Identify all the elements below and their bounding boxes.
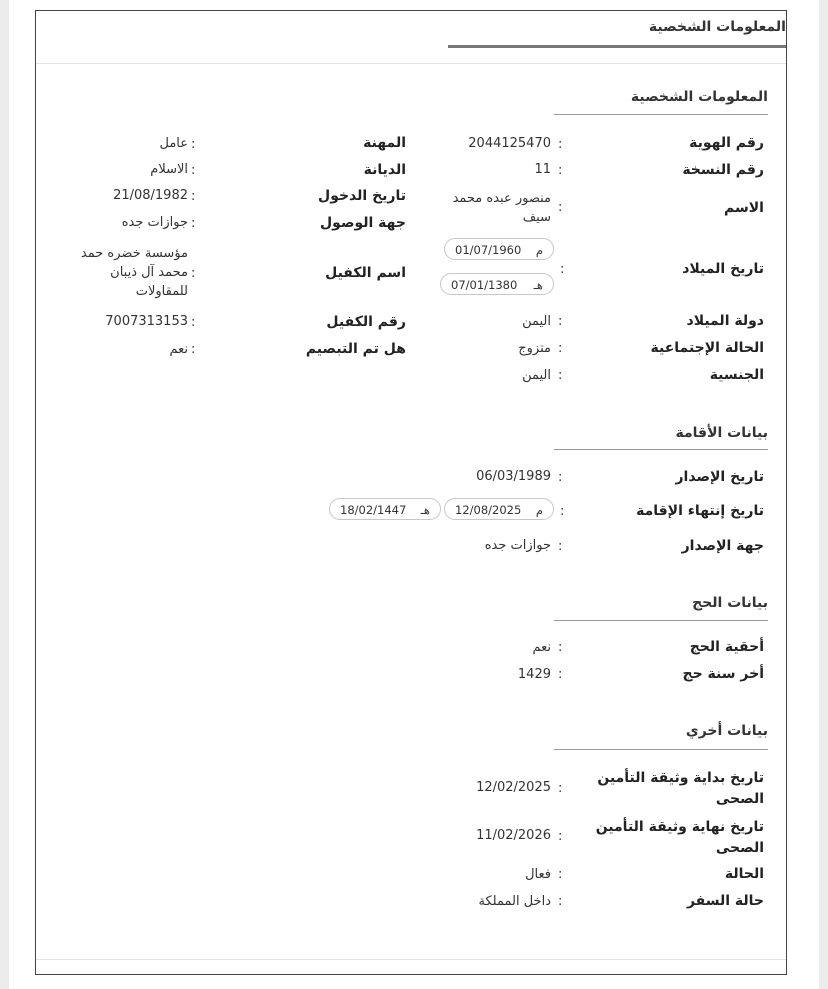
colon: :: [558, 163, 563, 178]
value-hajj-last-year: 1429: [517, 667, 551, 682]
label-id-number: رقم الهوية: [689, 135, 764, 151]
tab-personal-info[interactable]: المعلومات الشخصية: [648, 19, 786, 35]
value-insurance-end: 11/02/2026: [476, 828, 551, 843]
value-nationality: اليمن: [522, 368, 551, 383]
value-insurance-start: 12/02/2025: [476, 780, 551, 795]
value-hajj-eligibility: نعم: [532, 640, 551, 655]
section-divider-personal: [554, 114, 768, 115]
colon: :: [558, 894, 563, 909]
birth-date-hijri-pill: [440, 273, 554, 295]
value-birth-country: اليمن: [522, 314, 551, 329]
section-divider-other: [554, 749, 768, 750]
label-occupation: المهنة: [363, 135, 406, 151]
section-title-personal: المعلومات الشخصية: [630, 89, 768, 105]
colon: :: [558, 539, 563, 554]
expiry-hijri-value: 18/02/1447: [340, 503, 407, 517]
hijri-tag: هـ: [533, 278, 543, 292]
header-divider: [36, 63, 786, 64]
value-id-number: 2044125470: [468, 136, 551, 151]
label-residence-expiry: تاريخ إنتهاء الإقامة: [636, 503, 764, 519]
document-frame: [35, 10, 787, 975]
left-page-edge: [0, 0, 9, 989]
value-sponsor-name: مؤسسة خضره حمد محمد آل ذيبان للمقاولات: [80, 246, 188, 299]
section-title-residence: بيانات الأقامة: [675, 425, 768, 441]
right-page-edge: [819, 0, 828, 989]
colon: :: [558, 137, 563, 152]
label-nationality: الجنسية: [709, 367, 764, 383]
label-birth-country: دولة الميلاد: [686, 313, 764, 329]
gregorian-tag: م: [535, 503, 543, 517]
colon: :: [558, 867, 563, 882]
value-travel-status: داخل المملكة: [478, 894, 551, 909]
colon: :: [191, 315, 196, 330]
value-fingerprinted: نعم: [169, 342, 188, 357]
colon: :: [558, 640, 563, 655]
active-tab-indicator: [448, 45, 786, 48]
colon: :: [191, 137, 196, 152]
section-title-other: بيانات أخري: [685, 723, 768, 739]
hijri-tag: هـ: [420, 503, 430, 517]
footer-divider: [36, 959, 786, 960]
value-residence-issue-date: 06/03/1989: [476, 469, 551, 484]
label-name: الاسم: [724, 200, 764, 216]
label-insurance-start: تاريخ بداية وثيقة التأمين الصحى: [597, 770, 764, 807]
label-arrival-port: جهة الوصول: [320, 215, 406, 231]
value-name: منصور عبده محمد سيف: [452, 191, 551, 225]
value-status: فعال: [525, 867, 551, 882]
colon: :: [191, 266, 196, 281]
label-status: الحالة: [724, 866, 764, 882]
colon: :: [558, 781, 563, 796]
label-hajj-eligibility: أحقية الحج: [689, 639, 764, 655]
label-hajj-last-year: أخر سنة حج: [682, 666, 764, 682]
colon: :: [191, 342, 196, 357]
label-fingerprinted: هل تم التبصيم: [305, 341, 406, 357]
label-sponsor-number: رقم الكفيل: [326, 314, 406, 330]
colon: :: [558, 368, 563, 383]
label-residence-issue-date: تاريخ الإصدار: [675, 469, 764, 485]
label-religion: الديانة: [363, 162, 406, 178]
colon: :: [558, 341, 563, 356]
label-entry-date: تاريخ الدخول: [318, 188, 406, 204]
section-divider-residence: [554, 449, 768, 450]
expiry-hijri-pill: [329, 498, 441, 520]
label-marital-status: الحالة الإجتماعية: [650, 340, 764, 356]
section-divider-hajj: [554, 620, 768, 621]
gregorian-tag: م: [535, 243, 543, 257]
value-occupation: عامل: [159, 136, 188, 151]
value-sponsor-number: 7007313153: [105, 314, 188, 329]
birth-date-gregorian-pill: [444, 238, 554, 260]
expiry-gregorian-value: 12/08/2025: [455, 503, 522, 517]
colon: :: [191, 163, 196, 178]
birth-date-hijri-value: 07/01/1380: [451, 278, 518, 292]
section-title-hajj: بيانات الحج: [692, 595, 768, 611]
value-entry-date: 21/08/1982: [113, 188, 188, 203]
label-residence-issuer: جهة الإصدار: [681, 538, 764, 554]
expiry-gregorian-pill: [444, 498, 554, 520]
colon: :: [558, 200, 563, 215]
value-residence-issuer: جوازات جده: [484, 538, 551, 553]
colon: :: [558, 314, 563, 329]
colon: :: [558, 667, 563, 682]
value-marital-status: متزوج: [518, 341, 551, 356]
label-sponsor-name: اسم الكفيل: [325, 265, 406, 281]
colon: :: [560, 504, 565, 519]
label-copy-number: رقم النسخة: [682, 162, 764, 178]
colon: :: [191, 216, 196, 231]
value-religion: الاسلام: [150, 162, 188, 177]
label-travel-status: حالة السفر: [686, 893, 764, 909]
label-birth-date: تاريخ الميلاد: [682, 261, 764, 277]
label-insurance-end: تاريخ نهاية وثيقة التأمين الصحى: [595, 819, 764, 856]
value-arrival-port: جوازات جده: [121, 215, 188, 230]
colon: :: [191, 189, 196, 204]
colon: :: [560, 262, 565, 277]
colon: :: [558, 829, 563, 844]
colon: :: [558, 470, 563, 485]
value-copy-number: 11: [534, 162, 551, 177]
birth-date-gregorian-value: 01/07/1960: [455, 243, 522, 257]
